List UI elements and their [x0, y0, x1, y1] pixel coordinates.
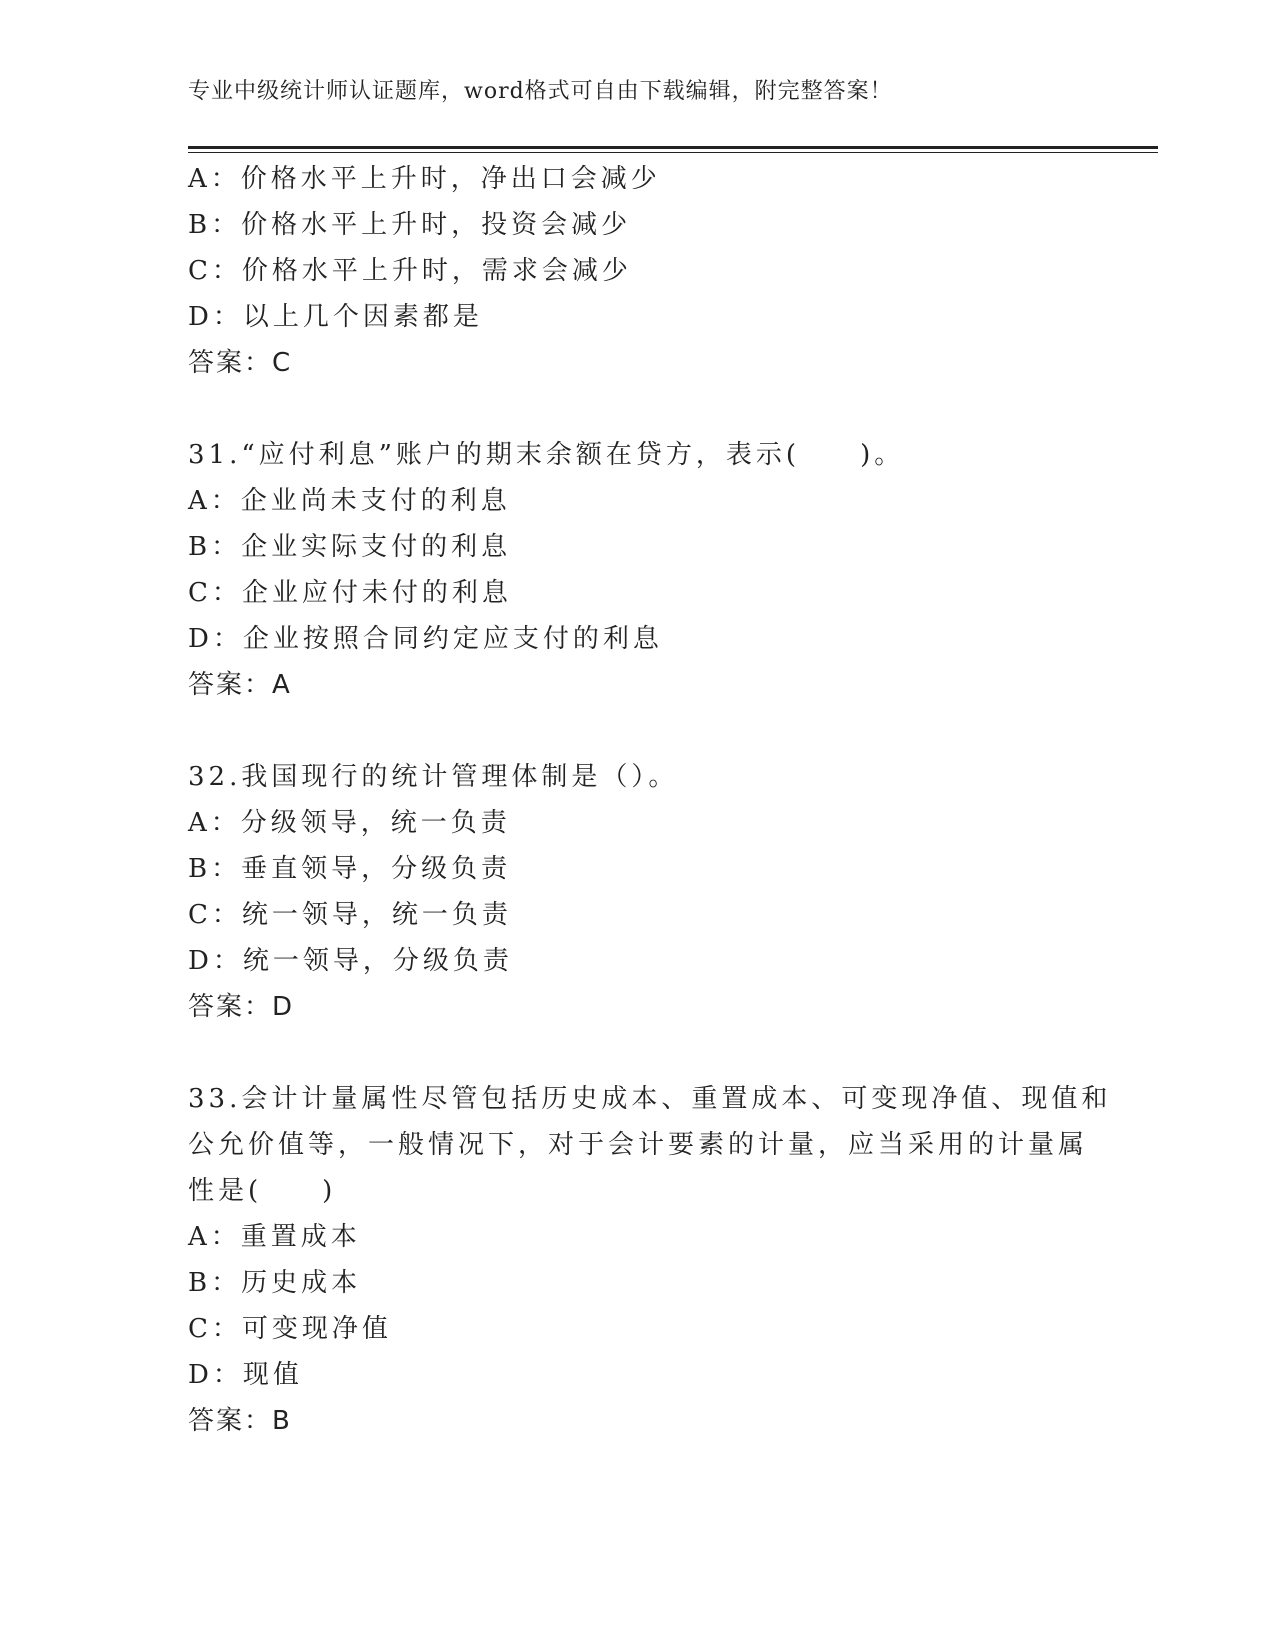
- spacer: [188, 386, 1088, 432]
- option-d: D：现值: [188, 1360, 303, 1390]
- option-a: A：价格水平上升时，净出口会减少: [188, 164, 661, 194]
- question-33: [188, 1076, 1112, 1444]
- option-c: C：可变现净值: [188, 1314, 392, 1344]
- question-stem-line-2: 公允价值等，一般情况下，对于会计要素的计量，应当采用的计量属: [188, 1130, 1089, 1160]
- option-b: B：企业实际支付的利息: [188, 532, 512, 562]
- option-d: D：以上几个因素都是: [188, 302, 483, 332]
- option-c: C：统一领导，统一负责: [188, 900, 512, 930]
- header-rule-thick: [188, 146, 1158, 149]
- option-d: D：统一领导，分级负责: [188, 946, 513, 976]
- header-rule-thin: [188, 152, 1158, 153]
- answer: 答案：B: [188, 1406, 292, 1436]
- answer: 答案：D: [188, 992, 295, 1022]
- question-stem-line-1: 33.会计计量属性尽管包括历史成本、重置成本、可变现净值、现值和: [188, 1084, 1112, 1114]
- option-a: A：企业尚未支付的利息: [188, 486, 511, 516]
- option-a: A：重置成本: [188, 1222, 361, 1252]
- question-stem: 31.“应付利息”账户的期末余额在贷方，表示( )。: [188, 440, 905, 470]
- question-31: [188, 432, 1088, 708]
- option-b: B：垂直领导，分级负责: [188, 854, 512, 884]
- question-stem-line-3: 性是( ): [188, 1176, 337, 1206]
- option-d: D：企业按照合同约定应支付的利息: [188, 624, 663, 654]
- question-30: [188, 156, 1088, 386]
- question-list: [188, 156, 1112, 1444]
- option-c: C：价格水平上升时，需求会减少: [188, 256, 632, 286]
- question-stem: 32.我国现行的统计管理体制是（）。: [188, 762, 679, 792]
- option-c: C：企业应付未付的利息: [188, 578, 512, 608]
- spacer: [188, 708, 1088, 754]
- spacer: [188, 1030, 1088, 1076]
- option-b: B：历史成本: [188, 1268, 362, 1298]
- answer: 答案：A: [188, 670, 292, 700]
- option-a: A：分级领导，统一负责: [188, 808, 511, 838]
- option-b: B：价格水平上升时，投资会减少: [188, 210, 632, 240]
- answer: 答案：C: [188, 348, 293, 378]
- question-32: [188, 754, 1088, 1030]
- page-header-title: 专业中级统计师认证题库，word格式可自由下载编辑，附完整答案！: [188, 79, 893, 104]
